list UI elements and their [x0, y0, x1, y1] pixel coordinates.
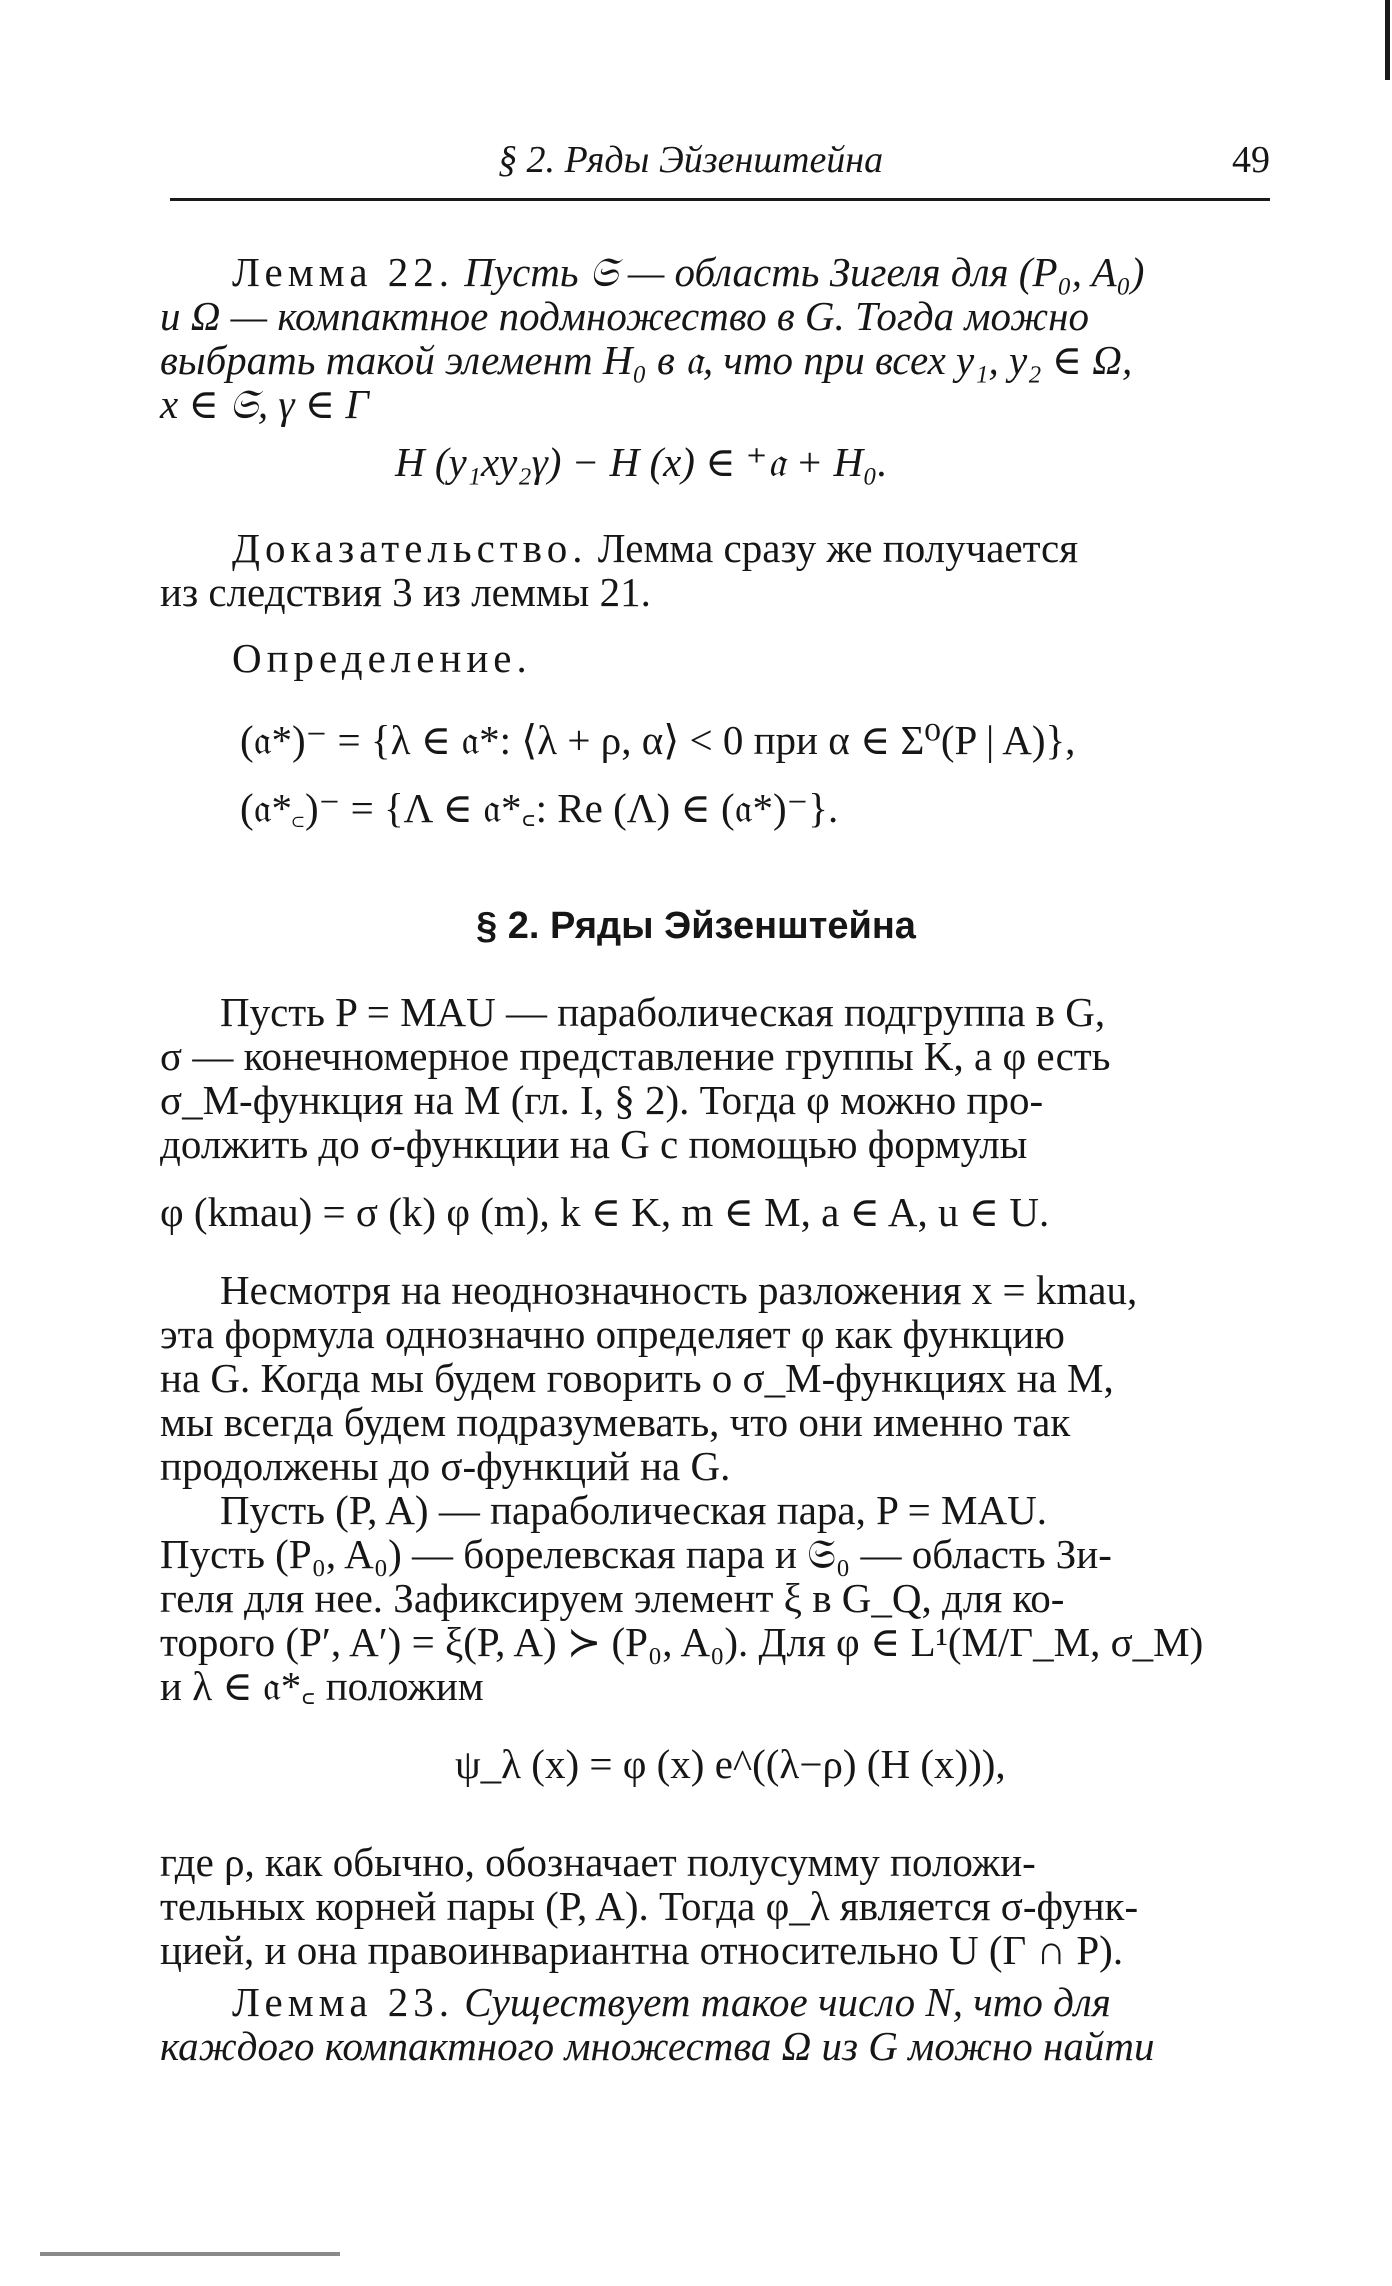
lemma-23-label: Лемма 23. [232, 1979, 455, 2025]
paragraph-line: должить до σ-функции на G с помощью формулы [160, 1121, 1028, 1167]
paragraph-line: цией, и она правоинвариантна относительно U (Γ ∩ P). [160, 1927, 1124, 1973]
paragraph-line: продолжены до σ-функций на G. [160, 1443, 731, 1489]
proof-label: Доказательство. [232, 525, 588, 571]
paragraph-line: на G. Когда мы будем говорить о σ_M-функциях на M, [160, 1355, 1114, 1401]
paragraph-line: и λ ∈ 𝔞*꜀ положим [160, 1663, 484, 1709]
running-title: § 2. Ряды Эйзенштейна [498, 139, 884, 181]
paragraph-2 [160, 1268, 1268, 1488]
paragraph-line: σ — конечномерное представление группы K, а φ есть [160, 1033, 1111, 1079]
definition-formula-2: (𝔞*꜀)⁻ = {Λ ∈ 𝔞*꜀: Re (Λ) ∈ (𝔞*)⁻}. [240, 785, 839, 831]
lemma-22-line: x ∈ 𝔖, γ ∈ Γ [160, 381, 369, 427]
lemma-22-line: выбрать такой элемент H₀ в 𝔞, что при всех y₁, y₂ ∈ Ω, [160, 337, 1133, 383]
paragraph-line: эта формула однозначно определяет φ как функцию [160, 1311, 1065, 1357]
lemma-22 [160, 250, 1268, 426]
paragraph-1-formula: φ (kmau) = σ (k) φ (m), k ∈ K, m ∈ M, a ∈ A, u ∈ U. [160, 1189, 1050, 1235]
definition-formula-1: (𝔞*)⁻ = {λ ∈ 𝔞*: ⟨λ + ρ, α⟩ < 0 при α ∈ Σ⁰(P | A)}, [240, 717, 1076, 763]
paragraph-1 [160, 990, 1268, 1166]
running-head [170, 138, 1270, 201]
paragraph-line: σ_M-функция на M (гл. I, § 2). Тогда φ можно про- [160, 1077, 1044, 1123]
section-heading: § 2. Ряды Эйзенштейна [476, 905, 916, 947]
page-number: 49 [1232, 139, 1270, 181]
paragraph-3 [160, 1488, 1268, 1708]
lemma-23-line: Существует такое число N, что для [454, 1979, 1111, 2025]
paragraph-line: мы всегда будем подразумевать, что они именно так [160, 1399, 1071, 1445]
scan-edge-mark [1385, 0, 1390, 80]
paragraph-line: торого (P′, A′) = ξ(P, A) ≻ (P₀, A₀). Для φ ∈ L¹(M/Γ_M, σ_M) [160, 1619, 1204, 1665]
lemma-23 [160, 1980, 1268, 2068]
lemma-22-line: и Ω — компактное подмножество в G. Тогда можно [160, 293, 1089, 339]
paragraph-line: геля для нее. Зафиксируем элемент ξ в G_Q, для ко- [160, 1575, 1065, 1621]
lemma-22-label: Лемма 22. [232, 249, 455, 295]
paragraph-line: где ρ, как обычно, обозначает полусумму положи- [160, 1839, 1036, 1885]
lemma-23-line: каждого компактного множества Ω из G можно найти [160, 2023, 1155, 2069]
paragraph-line: Пусть (P₀, A₀) — борелевская пара и 𝔖₀ — область Зи- [160, 1531, 1112, 1577]
definition [160, 636, 1268, 680]
paragraph-line: Пусть (P, A) — параболическая пара, P = MAU. [220, 1487, 1047, 1533]
definition-label: Определение. [232, 635, 532, 681]
proof-line: из следствия 3 из леммы 21. [160, 569, 651, 615]
paragraph-4 [160, 1840, 1268, 1972]
lemma-22-line: Пусть 𝔖 — область Зигеля для (P₀, A₀) [454, 249, 1145, 295]
lemma-22-formula: H (y₁xy₂γ) − H (x) ∈ ⁺𝔞 + H₀. [395, 439, 888, 485]
paragraph-line: Пусть P = MAU — параболическая подгруппа в G, [220, 989, 1106, 1035]
paragraph-line: тельных корней пары (P, A). Тогда φ_λ является σ-функ- [160, 1883, 1139, 1929]
paragraph-3-formula: ψ_λ (x) = φ (x) e^((λ−ρ) (H (x))), [455, 1741, 1006, 1787]
proof-line: Лемма сразу же получается [587, 525, 1079, 571]
proof [160, 526, 1268, 614]
paragraph-line: Несмотря на неоднозначность разложения x = kmau, [220, 1267, 1138, 1313]
scan-bottom-mark [40, 2252, 340, 2256]
